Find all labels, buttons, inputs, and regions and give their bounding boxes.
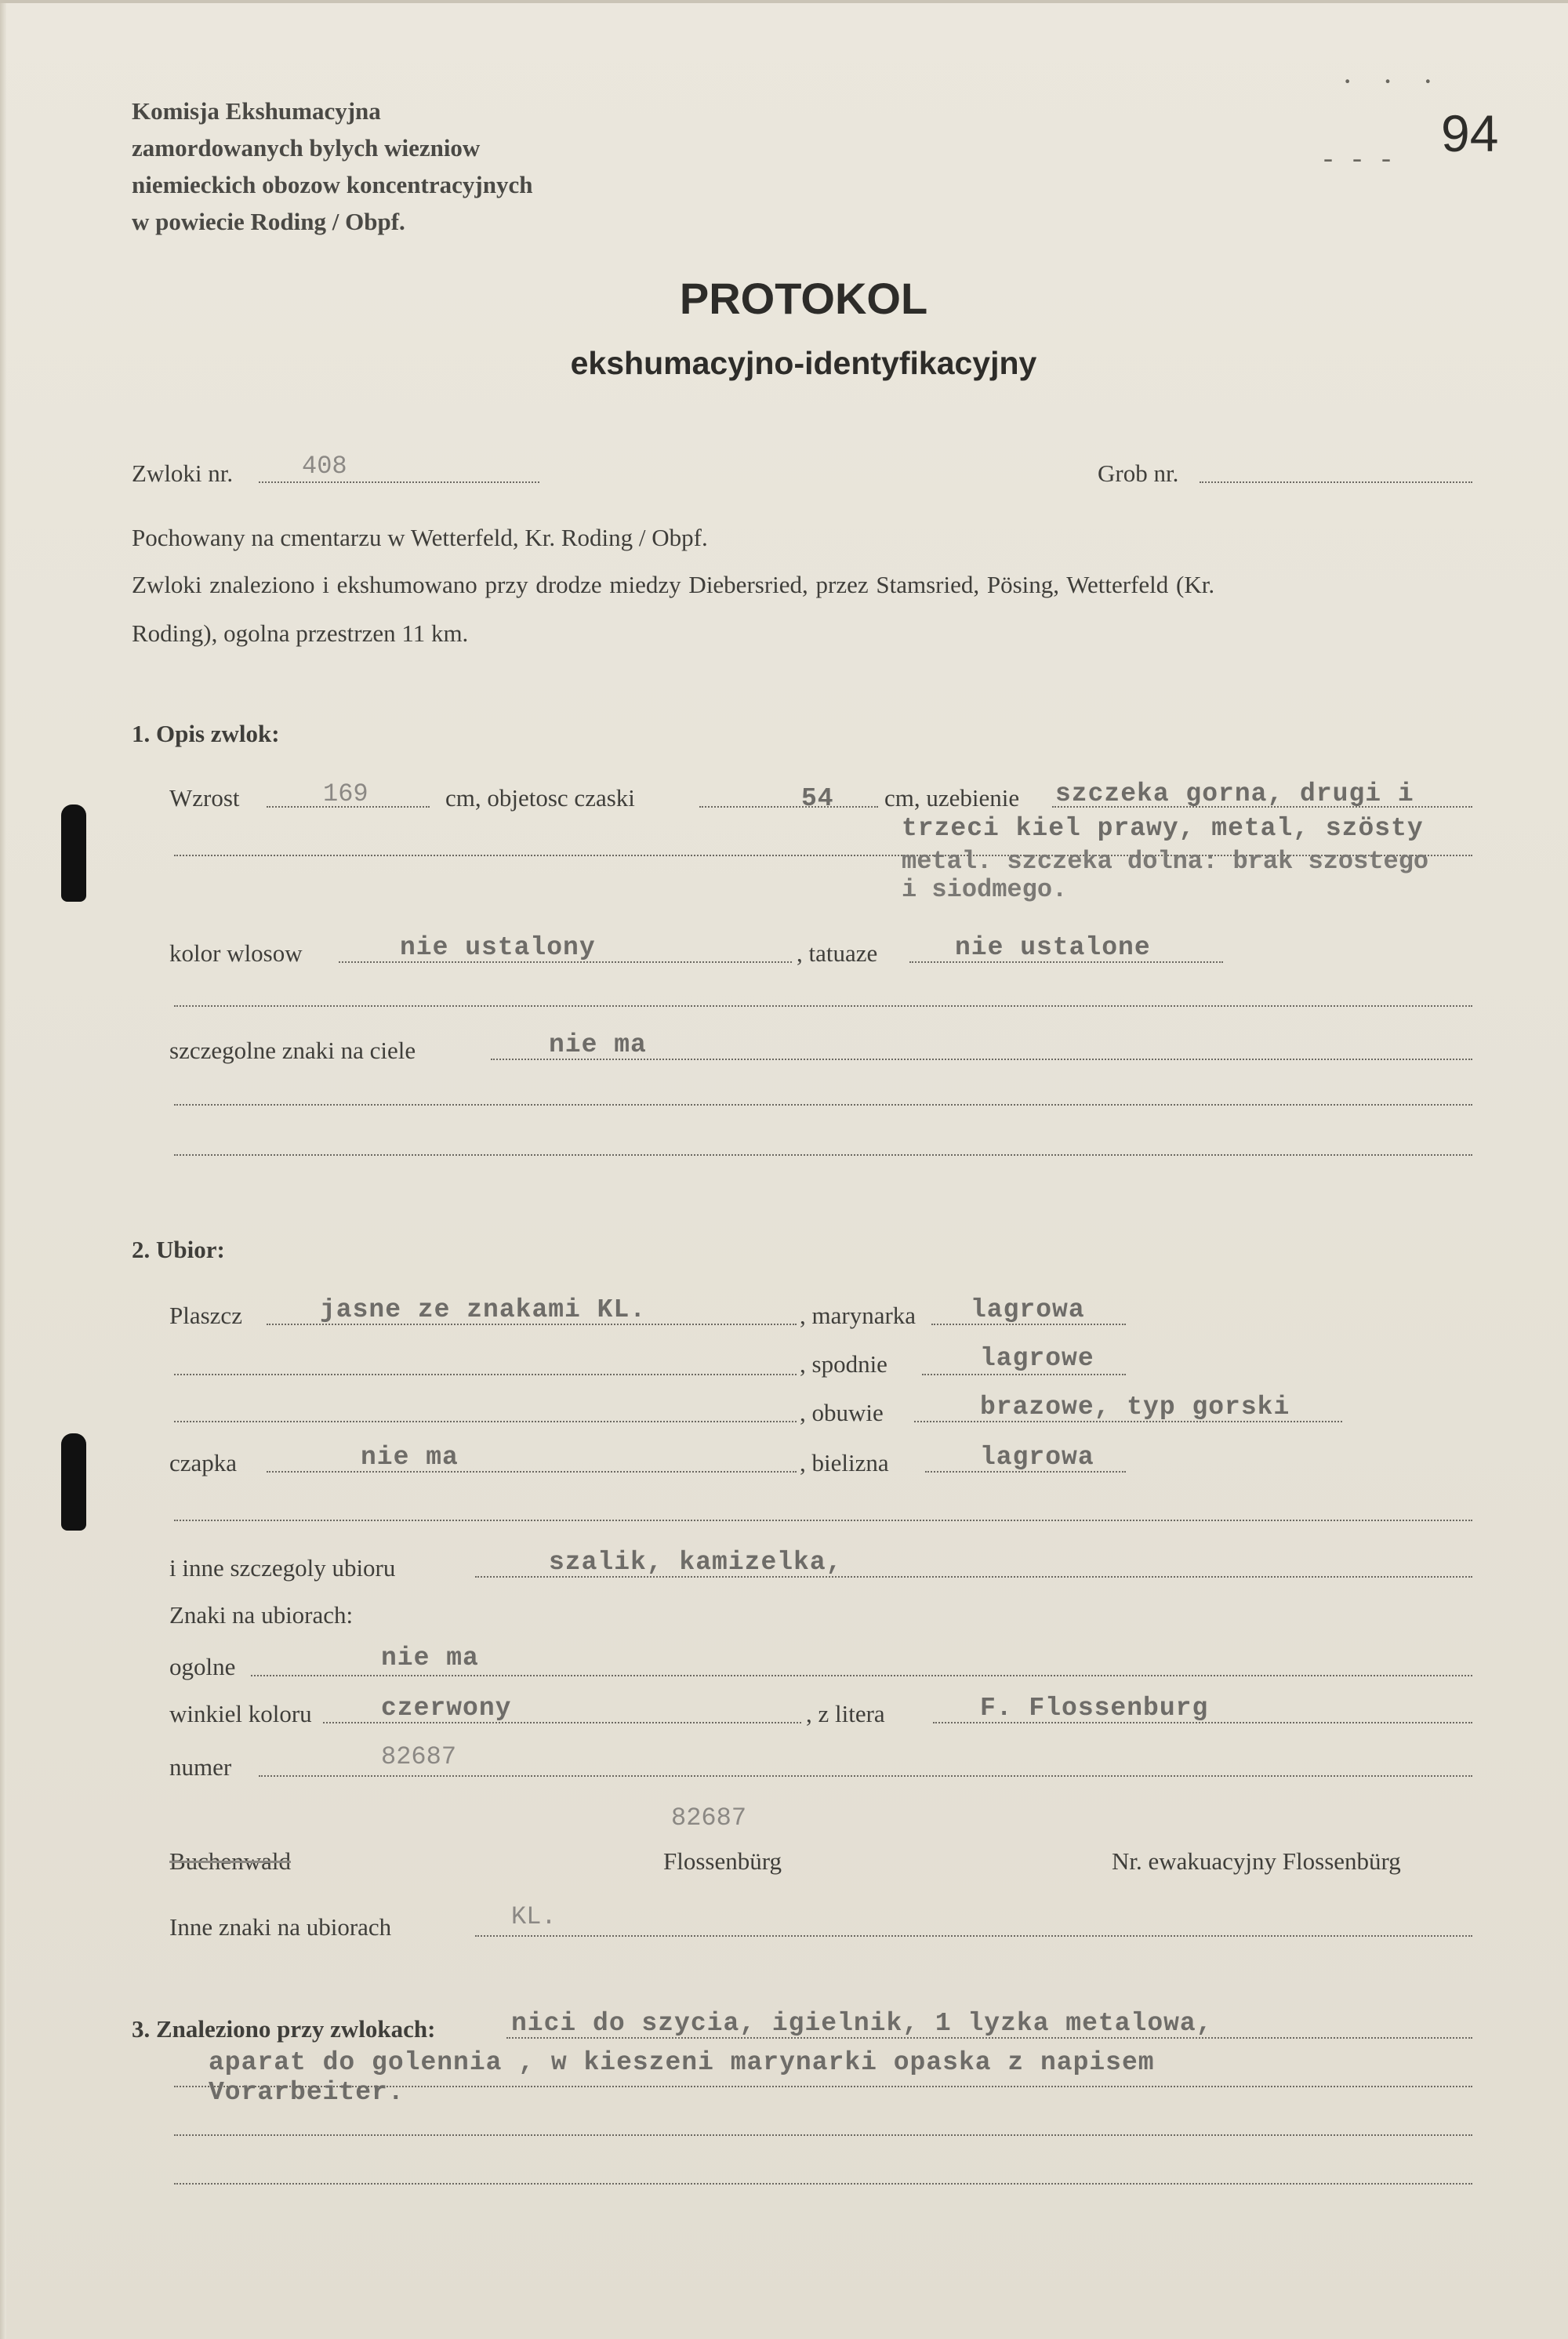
zwloki-value: 408 (302, 452, 347, 481)
kolor-wlosow-label: kolor wlosow (169, 939, 303, 967)
numer-line (259, 1775, 1472, 1777)
litera-label: , z litera (806, 1700, 885, 1727)
marynarka-label: , marynarka (800, 1302, 916, 1329)
plaszcz-extra-line-1 (174, 1374, 797, 1375)
uzebienie-value-3: metal. szczeka dolna: brak szostego (902, 847, 1429, 876)
page-edge-top (0, 0, 1568, 3)
header-line-4: w powiecie Roding / Obpf. (132, 208, 405, 235)
inne-znaki-value: KL. (511, 1902, 557, 1931)
zwloki-line (259, 481, 539, 483)
litera-value: F. Flossenburg (980, 1694, 1209, 1723)
uzebienie-value-1: szczeka gorna, drugi i (1055, 779, 1414, 808)
spodnie-value: lagrowe (980, 1344, 1094, 1373)
winkiel-value: czerwony (381, 1694, 512, 1723)
znaki-ciele-label: szczegolne znaki na ciele (169, 1037, 416, 1064)
znaleziono-value-2: aparat do golennia , w kieszeni marynarki opaska z napisem (209, 2048, 1155, 2077)
winkiel-label: winkiel koloru (169, 1700, 312, 1727)
wzrost-value: 169 (323, 779, 368, 808)
marynarka-value: lagrowa (971, 1295, 1085, 1324)
czapka-extra-line (174, 1520, 1472, 1521)
plaszcz-value: jasne ze znakami KL. (320, 1295, 647, 1324)
camp-number-value: 82687 (671, 1803, 747, 1832)
binder-clip-top (61, 804, 86, 902)
inne-szczegoly-label: i inne szczegoly ubioru (169, 1554, 396, 1582)
bielizna-label: , bielizna (800, 1449, 889, 1476)
wzrost-label: Wzrost (169, 784, 240, 812)
inne-znaki-label: Inne znaki na ubiorach (169, 1913, 392, 1941)
bielizna-value: lagrowa (980, 1443, 1094, 1472)
decorative-dots: · · · (1342, 64, 1444, 99)
tatuaze-value: nie ustalone (955, 933, 1151, 962)
znaki-extra-line-2 (174, 1154, 1472, 1156)
objetosc-label: cm, objetosc czaski (445, 784, 635, 812)
ogolne-value: nie ma (381, 1643, 479, 1673)
znaleziono-value-3: Vorarbeiter. (209, 2078, 405, 2107)
spodnie-line (922, 1374, 1126, 1375)
znaleziono-line-4 (174, 2183, 1472, 2185)
znaleziono-value-1: nici do szycia, igielnik, 1 lyzka metalowa, (511, 2009, 1213, 2038)
binder-clip-bottom (61, 1433, 86, 1531)
document-subtitle: ekshumacyjno-identyfikacyjny (570, 345, 1037, 381)
document-title: PROTOKOL (679, 274, 928, 323)
znaleziono-line-3 (174, 2134, 1472, 2136)
grob-line (1200, 481, 1472, 483)
znaki-ubiorach-heading: Znaki na ubiorach: (169, 1601, 354, 1629)
section-1-heading: 1. Opis zwlok: (132, 720, 280, 747)
intro-line-3: Roding), ogolna przestrzen 11 km. (132, 619, 469, 647)
flossenburg-label: Flossenbürg (663, 1847, 782, 1875)
ogolne-label: ogolne (169, 1653, 236, 1680)
czaski-value: 54 (801, 784, 834, 813)
inne-znaki-line (475, 1935, 1472, 1937)
znaki-ciele-value: nie ma (549, 1030, 647, 1059)
czapka-value: nie ma (361, 1443, 459, 1472)
plaszcz-extra-line-2 (174, 1421, 797, 1422)
ogolne-line (251, 1675, 1472, 1676)
page-number: 94 (1441, 104, 1499, 162)
uzebienie-label: cm, uzebienie (884, 784, 1020, 812)
numer-value: 82687 (381, 1742, 457, 1771)
section-2-heading: 2. Ubior: (132, 1236, 225, 1263)
uzebienie-value-2: trzeci kiel prawy, metal, szösty (902, 814, 1424, 843)
kolor-wlosow-value: nie ustalony (400, 933, 596, 962)
czapka-line (267, 1471, 797, 1473)
obuwie-label: , obuwie (800, 1399, 884, 1426)
uzebienie-value-4: i siodmego. (902, 875, 1068, 904)
header-line-3: niemieckich obozow koncentracyjnych (132, 171, 533, 198)
header-line-2: zamordowanych bylych wiezniow (132, 134, 481, 162)
intro-line-1: Pochowany na cmentarzu w Wetterfeld, Kr. Roding / Obpf. (132, 524, 708, 551)
numer-label: numer (169, 1753, 232, 1781)
decorative-dashes: - - - (1323, 142, 1397, 173)
spodnie-label: , spodnie (800, 1350, 887, 1378)
czaski-line (699, 806, 878, 808)
zwloki-label: Zwloki nr. (132, 459, 234, 487)
buchenwald-label: Buchenwald (169, 1847, 291, 1875)
nr-ewakuacyjny-label: Nr. ewakuacyjny Flossenbürg (1112, 1847, 1401, 1875)
czapka-label: czapka (169, 1449, 238, 1476)
header-line-1: Komisja Ekshumacyjna (132, 97, 381, 125)
znaki-extra-line-1 (174, 1104, 1472, 1106)
section-3-heading: 3. Znaleziono przy zwlokach: (132, 2015, 436, 2043)
tatuaze-label: , tatuaze (797, 939, 878, 967)
plaszcz-label: Plaszcz (169, 1302, 242, 1329)
grob-label: Grob nr. (1098, 459, 1179, 487)
inne-szczegoly-value: szalik, kamizelka, (549, 1548, 843, 1577)
kolor-extra-line (174, 1005, 1472, 1007)
obuwie-value: brazowe, typ gorski (980, 1393, 1290, 1422)
intro-line-2: Zwloki znaleziono i ekshumowano przy drodze miedzy Diebersried, przez Stamsried, Pösing, Wetterfeld (Kr. (132, 571, 1215, 598)
commission-header (132, 93, 532, 240)
